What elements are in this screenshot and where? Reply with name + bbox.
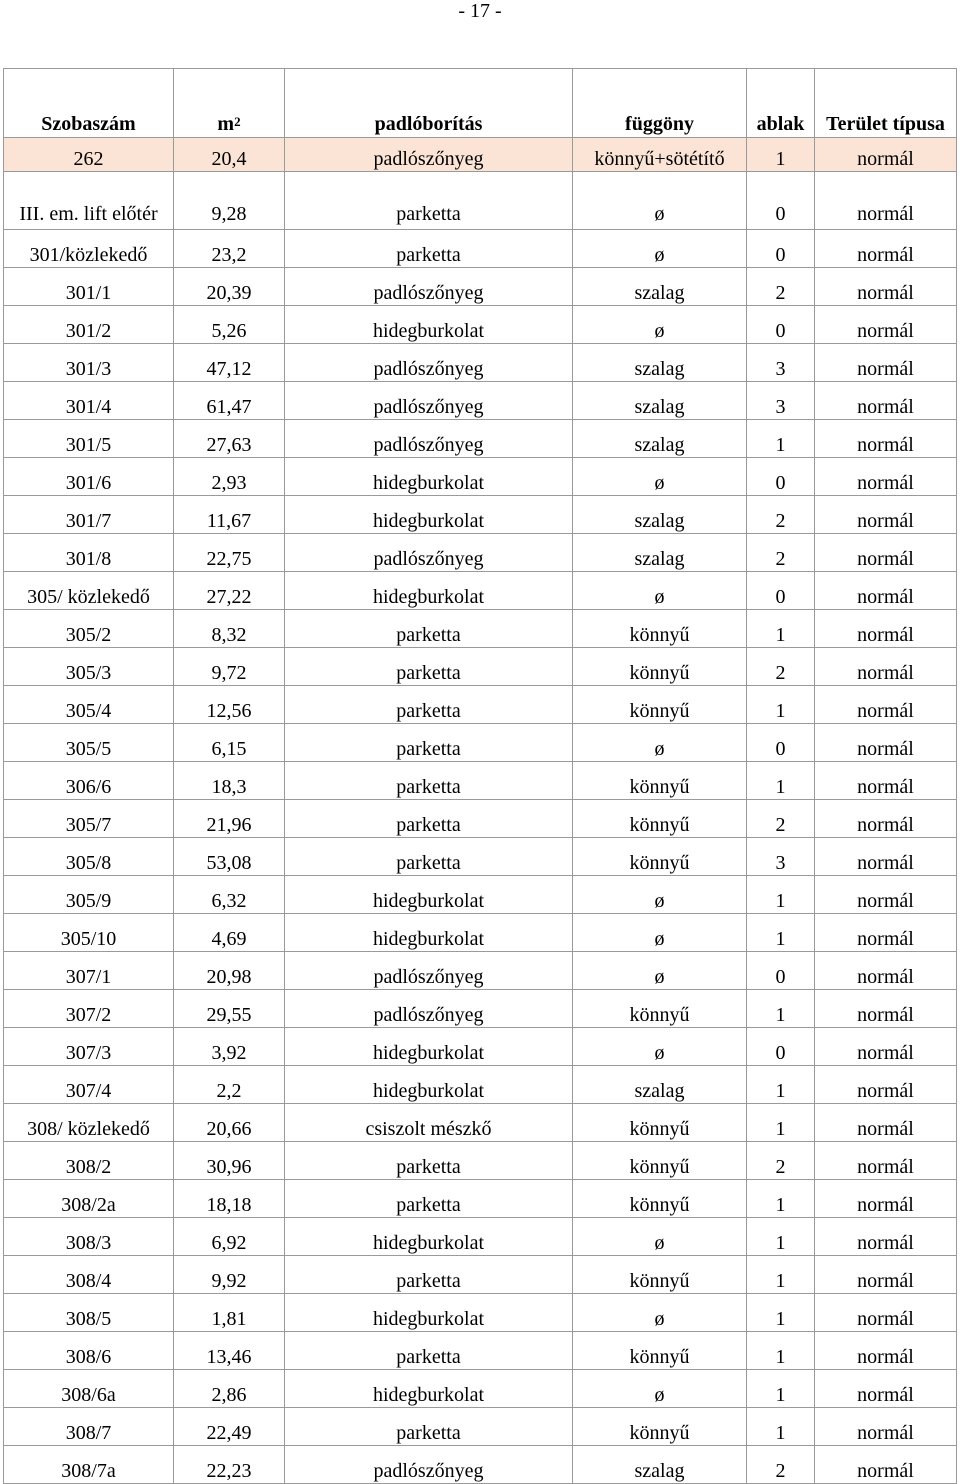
cell-type: normál [815,1370,957,1408]
header-area-base: m [217,113,235,135]
header-type: Terület típusa [815,69,957,138]
cell-curtain: könnyű [573,648,747,686]
cell-room: 301/8 [4,534,174,572]
cell-type: normál [815,420,957,458]
cell-room: 301/6 [4,458,174,496]
header-room: Szobaszám [4,69,174,138]
cell-floor: hidegburkolat [285,458,573,496]
table-row [4,1408,957,1446]
cell-window: 3 [747,382,815,420]
table-row [4,306,957,344]
cell-type: normál [815,458,957,496]
table-body [4,138,957,1484]
table-row [4,1218,957,1256]
cell-type: normál [815,1256,957,1294]
cell-type: normál [815,306,957,344]
cell-window: 1 [747,1180,815,1218]
cell-curtain: szalag [573,420,747,458]
table-row [4,344,957,382]
cell-type: normál [815,572,957,610]
cell-type: normál [815,1294,957,1332]
cell-area: 4,69 [174,914,285,952]
cell-window: 1 [747,1370,815,1408]
cell-window: 2 [747,1446,815,1484]
table-row [4,914,957,952]
cell-room: 308/5 [4,1294,174,1332]
cell-area: 5,26 [174,306,285,344]
cell-area: 2,93 [174,458,285,496]
table-row [4,534,957,572]
table-row [4,952,957,990]
cell-area: 27,22 [174,572,285,610]
cell-curtain: könnyű [573,1180,747,1218]
cell-floor: parketta [285,1256,573,1294]
cell-room: 262 [4,138,174,172]
cell-window: 0 [747,458,815,496]
cell-curtain: könnyű [573,838,747,876]
cell-curtain: ø [573,1218,747,1256]
cell-floor: hidegburkolat [285,1028,573,1066]
cell-room: 305/2 [4,610,174,648]
cell-floor: hidegburkolat [285,1218,573,1256]
table-row [4,800,957,838]
cell-curtain: könnyű [573,800,747,838]
cell-room: 308/ közlekedő [4,1104,174,1142]
cell-area: 8,32 [174,610,285,648]
table-row [4,1104,957,1142]
cell-area: 3,92 [174,1028,285,1066]
cell-room: 305/3 [4,648,174,686]
cell-room: 308/7a [4,1446,174,1484]
cell-room: 301/1 [4,268,174,306]
cell-floor: parketta [285,1142,573,1180]
cell-window: 0 [747,572,815,610]
cell-curtain: ø [573,230,747,268]
cell-area: 20,39 [174,268,285,306]
table-row [4,990,957,1028]
cell-area: 9,28 [174,172,285,230]
cell-floor: hidegburkolat [285,1294,573,1332]
cell-area: 9,92 [174,1256,285,1294]
cell-curtain: ø [573,1294,747,1332]
cell-type: normál [815,344,957,382]
cell-area: 61,47 [174,382,285,420]
cell-window: 1 [747,1408,815,1446]
cell-type: normál [815,1180,957,1218]
cell-room: 308/2a [4,1180,174,1218]
table-row [4,572,957,610]
cell-type: normál [815,496,957,534]
cell-window: 2 [747,648,815,686]
cell-room: III. em. lift előtér [4,172,174,230]
cell-area: 6,92 [174,1218,285,1256]
cell-floor: hidegburkolat [285,876,573,914]
cell-room: 308/6a [4,1370,174,1408]
cell-area: 6,15 [174,724,285,762]
cell-floor: parketta [285,1332,573,1370]
cell-type: normál [815,172,957,230]
cell-room: 301/4 [4,382,174,420]
cell-curtain: szalag [573,534,747,572]
cell-type: normál [815,914,957,952]
table-row [4,1446,957,1484]
cell-floor: parketta [285,1408,573,1446]
cell-area: 53,08 [174,838,285,876]
cell-area: 29,55 [174,990,285,1028]
table-row [4,138,957,172]
cell-room: 308/3 [4,1218,174,1256]
cell-floor: parketta [285,1180,573,1218]
cell-floor: padlószőnyeg [285,420,573,458]
header-curtain: függöny [573,69,747,138]
cell-room: 308/4 [4,1256,174,1294]
table-row [4,230,957,268]
table-row [4,876,957,914]
cell-curtain: szalag [573,344,747,382]
cell-curtain: szalag [573,268,747,306]
cell-room: 307/2 [4,990,174,1028]
cell-window: 1 [747,914,815,952]
cell-floor: parketta [285,762,573,800]
header-area [174,69,285,138]
cell-window: 1 [747,990,815,1028]
cell-type: normál [815,268,957,306]
cell-curtain: ø [573,572,747,610]
cell-room: 301/5 [4,420,174,458]
table-row [4,1370,957,1408]
cell-floor: parketta [285,800,573,838]
cell-type: normál [815,876,957,914]
cell-room: 307/4 [4,1066,174,1104]
table-row [4,1332,957,1370]
cell-type: normál [815,1446,957,1484]
cell-area: 22,23 [174,1446,285,1484]
cell-window: 1 [747,762,815,800]
cell-window: 3 [747,838,815,876]
cell-curtain: ø [573,724,747,762]
cell-window: 2 [747,1142,815,1180]
cell-type: normál [815,1142,957,1180]
cell-curtain: ø [573,914,747,952]
cell-area: 21,96 [174,800,285,838]
cell-type: normál [815,990,957,1028]
cell-curtain: könnyű+sötétítő [573,138,747,172]
cell-room: 306/6 [4,762,174,800]
cell-area: 22,75 [174,534,285,572]
cell-type: normál [815,382,957,420]
cell-room: 305/4 [4,686,174,724]
cell-room: 305/8 [4,838,174,876]
cell-room: 301/7 [4,496,174,534]
cell-window: 1 [747,1332,815,1370]
cell-floor: parketta [285,648,573,686]
table-row [4,838,957,876]
cell-room: 307/3 [4,1028,174,1066]
cell-curtain: ø [573,1028,747,1066]
cell-curtain: könnyű [573,686,747,724]
cell-curtain: könnyű [573,990,747,1028]
cell-floor: hidegburkolat [285,572,573,610]
cell-room: 307/1 [4,952,174,990]
cell-window: 2 [747,268,815,306]
cell-window: 0 [747,724,815,762]
cell-window: 1 [747,420,815,458]
cell-floor: padlószőnyeg [285,1446,573,1484]
cell-area: 20,66 [174,1104,285,1142]
table-row [4,1066,957,1104]
table-row [4,420,957,458]
cell-window: 2 [747,800,815,838]
cell-curtain: könnyű [573,610,747,648]
cell-curtain: ø [573,172,747,230]
cell-floor: hidegburkolat [285,496,573,534]
table-row [4,496,957,534]
cell-floor: padlószőnyeg [285,952,573,990]
cell-curtain: könnyű [573,762,747,800]
cell-area: 13,46 [174,1332,285,1370]
cell-room: 301/2 [4,306,174,344]
cell-area: 30,96 [174,1142,285,1180]
cell-type: normál [815,1104,957,1142]
cell-floor: parketta [285,686,573,724]
cell-window: 2 [747,496,815,534]
cell-type: normál [815,534,957,572]
cell-room: 305/10 [4,914,174,952]
cell-area: 9,72 [174,648,285,686]
cell-floor: padlószőnyeg [285,534,573,572]
cell-window: 2 [747,534,815,572]
cell-area: 18,3 [174,762,285,800]
cell-room: 308/2 [4,1142,174,1180]
cell-curtain: könnyű [573,1104,747,1142]
cell-floor: parketta [285,838,573,876]
table-row [4,1256,957,1294]
cell-area: 6,32 [174,876,285,914]
table-row [4,458,957,496]
cell-window: 0 [747,1028,815,1066]
cell-floor: padlószőnyeg [285,382,573,420]
cell-curtain: könnyű [573,1256,747,1294]
cell-window: 0 [747,230,815,268]
cell-type: normál [815,952,957,990]
cell-type: normál [815,1218,957,1256]
cell-curtain: szalag [573,382,747,420]
cell-room: 301/3 [4,344,174,382]
cell-curtain: könnyű [573,1408,747,1446]
cell-room: 301/közlekedő [4,230,174,268]
cell-area: 47,12 [174,344,285,382]
cell-curtain: ø [573,876,747,914]
cell-window: 1 [747,1066,815,1104]
cell-floor: hidegburkolat [285,914,573,952]
cell-area: 12,56 [174,686,285,724]
table-row [4,724,957,762]
table-row [4,1180,957,1218]
cell-type: normál [815,230,957,268]
cell-curtain: könnyű [573,1142,747,1180]
cell-curtain: szalag [573,1066,747,1104]
cell-area: 1,81 [174,1294,285,1332]
table-row [4,172,957,230]
cell-window: 1 [747,876,815,914]
cell-area: 11,67 [174,496,285,534]
cell-area: 27,63 [174,420,285,458]
table-row [4,268,957,306]
cell-room: 308/6 [4,1332,174,1370]
cell-window: 1 [747,1256,815,1294]
cell-window: 0 [747,952,815,990]
cell-window: 0 [747,306,815,344]
cell-area: 23,2 [174,230,285,268]
cell-floor: hidegburkolat [285,1370,573,1408]
cell-floor: parketta [285,724,573,762]
cell-curtain: ø [573,1370,747,1408]
table-row [4,686,957,724]
table-header-row [4,69,957,138]
cell-floor: parketta [285,230,573,268]
cell-area: 2,86 [174,1370,285,1408]
cell-area: 20,4 [174,138,285,172]
cell-floor: csiszolt mészkő [285,1104,573,1142]
cell-type: normál [815,762,957,800]
cell-window: 1 [747,138,815,172]
table-row [4,610,957,648]
table-row [4,1142,957,1180]
cell-area: 20,98 [174,952,285,990]
cell-window: 1 [747,686,815,724]
cell-room: 308/7 [4,1408,174,1446]
cell-curtain: könnyű [573,1332,747,1370]
cell-floor: parketta [285,610,573,648]
cell-type: normál [815,138,957,172]
cell-type: normál [815,686,957,724]
cell-floor: padlószőnyeg [285,344,573,382]
table-row [4,1028,957,1066]
cell-floor: padlószőnyeg [285,268,573,306]
table-row [4,648,957,686]
cell-type: normál [815,1408,957,1446]
cell-type: normál [815,724,957,762]
cell-type: normál [815,1028,957,1066]
cell-floor: hidegburkolat [285,1066,573,1104]
cell-window: 1 [747,610,815,648]
page-number: - 17 - [458,0,502,22]
header-window: ablak [747,69,815,138]
cell-type: normál [815,838,957,876]
cell-type: normál [815,1332,957,1370]
table-row [4,1294,957,1332]
cell-curtain: ø [573,458,747,496]
header-area-sup: 2 [234,114,241,129]
cell-window: 1 [747,1294,815,1332]
cell-floor: padlószőnyeg [285,138,573,172]
cell-area: 2,2 [174,1066,285,1104]
cell-room: 305/9 [4,876,174,914]
cell-type: normál [815,1066,957,1104]
table-row [4,382,957,420]
cell-curtain: ø [573,952,747,990]
cell-window: 3 [747,344,815,382]
cell-curtain: szalag [573,496,747,534]
cell-area: 22,49 [174,1408,285,1446]
cell-area: 18,18 [174,1180,285,1218]
cell-window: 1 [747,1104,815,1142]
cell-room: 305/5 [4,724,174,762]
cell-floor: hidegburkolat [285,306,573,344]
rooms-table [3,68,957,1484]
cell-floor: parketta [285,172,573,230]
cell-type: normál [815,648,957,686]
cell-window: 1 [747,1218,815,1256]
cell-curtain: szalag [573,1446,747,1484]
cell-type: normál [815,800,957,838]
cell-curtain: ø [573,306,747,344]
cell-room: 305/ közlekedő [4,572,174,610]
cell-floor: padlószőnyeg [285,990,573,1028]
header-floor: padlóborítás [285,69,573,138]
table-row [4,762,957,800]
cell-type: normál [815,610,957,648]
cell-window: 0 [747,172,815,230]
cell-room: 305/7 [4,800,174,838]
